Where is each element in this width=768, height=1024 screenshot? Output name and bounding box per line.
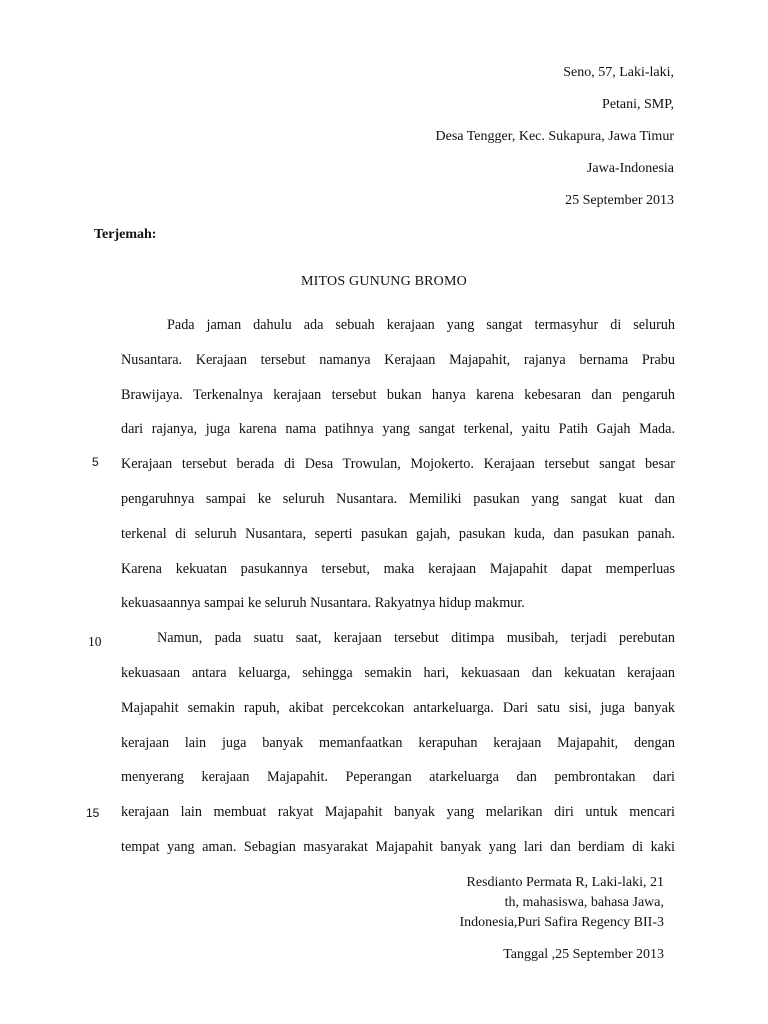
body-line: dari rajanya, juga karena nama patihnya yang sangat terkenal, yaitu Patih Gajah Mada. — [121, 421, 675, 438]
body-line: kerajaan lain membuat rakyat Majapahit banyak yang melarikan diri untuk mencari — [121, 804, 675, 821]
informant-line: Petani, SMP, — [602, 97, 674, 112]
body-line: Majapahit semakin rapuh, akibat percekcokan antarkeluarga. Dari satu sisi, juga banyak — [121, 699, 675, 716]
body-line: menyerang kerajaan Majapahit. Peperangan atarkeluarga dan pembrontakan dari — [121, 769, 675, 786]
body-line: Pada jaman dahulu ada sebuah kerajaan yang sangat termasyhur di seluruh — [167, 317, 675, 333]
body-line: tempat yang aman. Sebagian masyarakat Majapahit banyak yang lari dan berdiam di kaki — [121, 838, 675, 855]
line-number: 15 — [86, 806, 100, 820]
body-line: Namun, pada suatu saat, kerajaan tersebut ditimpa musibah, terjadi perebutan — [157, 630, 675, 647]
body-line: Nusantara. Kerajaan tersebut namanya Kerajaan Majapahit, rajanya bernama Prabu — [121, 351, 675, 368]
body-line: pengaruhnya sampai ke seluruh Nusantara. Memiliki pasukan yang sangat kuat dan — [121, 490, 675, 507]
translator-line: Indonesia,Puri Safira Regency BII-3 — [459, 915, 664, 930]
body-line: kekuasaannya sampai ke seluruh Nusantara. Rakyatnya hidup makmur. — [121, 595, 525, 612]
body-line: Brawijaya. Terkenalnya kerajaan tersebut bukan hanya karena kebesaran dan pengaruh — [121, 386, 675, 403]
story-title: MITOS GUNUNG BROMO — [301, 274, 467, 289]
line-number: 10 — [88, 634, 102, 649]
translator-date: Tanggal ,25 September 2013 — [503, 947, 664, 962]
translator-line: Resdianto Permata R, Laki-laki, 21 — [466, 875, 664, 890]
informant-line: Desa Tengger, Kec. Sukapura, Jawa Timur — [435, 129, 674, 144]
section-heading: Terjemah: — [94, 227, 157, 242]
informant-info — [274, 66, 674, 226]
body-line: Karena kekuatan pasukannya tersebut, maka kerajaan Majapahit dapat memperluas — [121, 560, 675, 577]
body-line: Kerajaan tersebut berada di Desa Trowulan, Mojokerto. Kerajaan tersebut sangat besar — [121, 456, 675, 473]
body-line: terkenal di seluruh Nusantara, seperti pasukan gajah, pasukan kuda, dan pasukan panah. — [121, 525, 675, 542]
informant-date: 25 September 2013 — [565, 193, 674, 208]
informant-line: Jawa-Indonesia — [586, 161, 674, 176]
translator-info — [324, 873, 664, 965]
story-body — [121, 308, 675, 865]
body-line: kekuasaan antara keluarga, sehingga semakin hari, kekuasaan dan kekuatan kerajaan — [121, 664, 675, 681]
line-number: 5 — [92, 455, 99, 469]
translator-line: th, mahasiswa, bahasa Jawa, — [504, 895, 664, 910]
body-line: kerajaan lain juga banyak memanfaatkan kerapuhan kerajaan Majapahit, dengan — [121, 734, 675, 751]
informant-line: Seno, 57, Laki-laki, — [563, 65, 674, 80]
